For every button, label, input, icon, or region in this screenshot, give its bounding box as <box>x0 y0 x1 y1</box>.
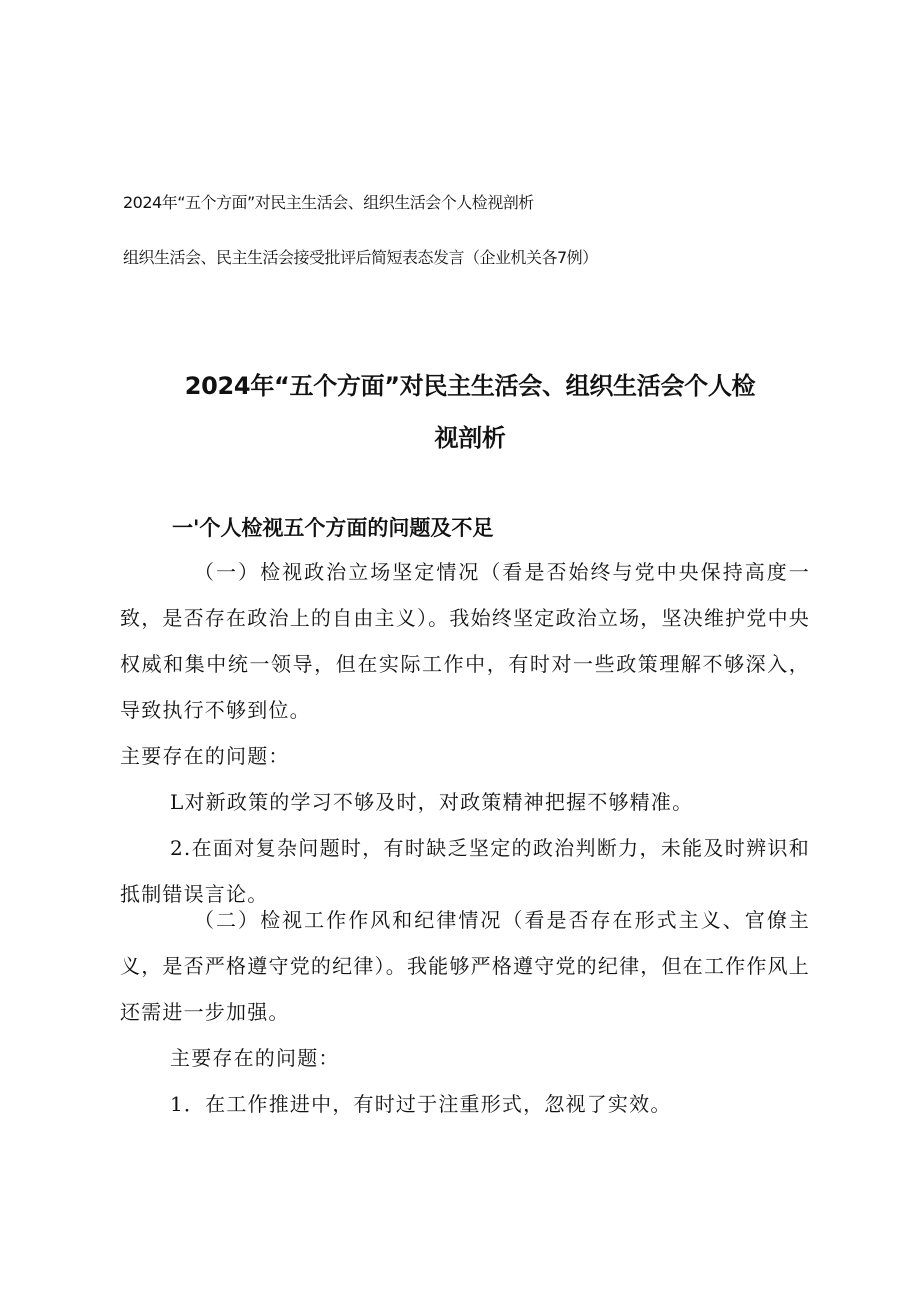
toc-item-2: 组织生活会、民主生活会接受批评后简短表态发言（企业机关各7例） <box>123 248 598 267</box>
section-heading: 一'个人检视五个方面的问题及不足 <box>172 516 494 540</box>
problems-label: 主要存在的问题： <box>120 744 290 768</box>
paragraph-political-stance: （一）检视政治立场坚定情况（看是否始终与党中央保持高度一致，是否存在政治上的自由主义）。我始终坚定政治立场，坚决维护党中央权威和集中统一领导，但在实际工作中，有时对一些政策理解不够深入，导致执行不够到位。 <box>120 560 810 722</box>
problem-item: L对新政策的学习不够及时，对政策精神把握不够精准。 <box>170 790 694 814</box>
problem-item: 1．在工作推进中，有时过于注重形式，忽视了实效。 <box>170 1092 672 1116</box>
document-title-line-2: 视剖析 <box>434 424 506 452</box>
paragraph-work-style: （二）检视工作作风和纪律情况（看是否存在形式主义、官僚主义，是否严格遵守党的纪律）。我能够严格遵守党的纪律，但在工作作风上还需进一步加强。 <box>120 908 810 1024</box>
problems-label: 主要存在的问题： <box>170 1046 340 1070</box>
problem-item: 2.在面对复杂问题时，有时缺乏坚定的政治判断力，未能及时辨识和抵制错误言论。 <box>120 836 810 906</box>
toc-item-1: 2024年“五个方面”对民主生活会、组织生活会个人检视剖析 <box>123 193 534 212</box>
document-title-line-1: 2024年“五个方面”对民主生活会、组织生活会个人检 <box>184 372 756 400</box>
